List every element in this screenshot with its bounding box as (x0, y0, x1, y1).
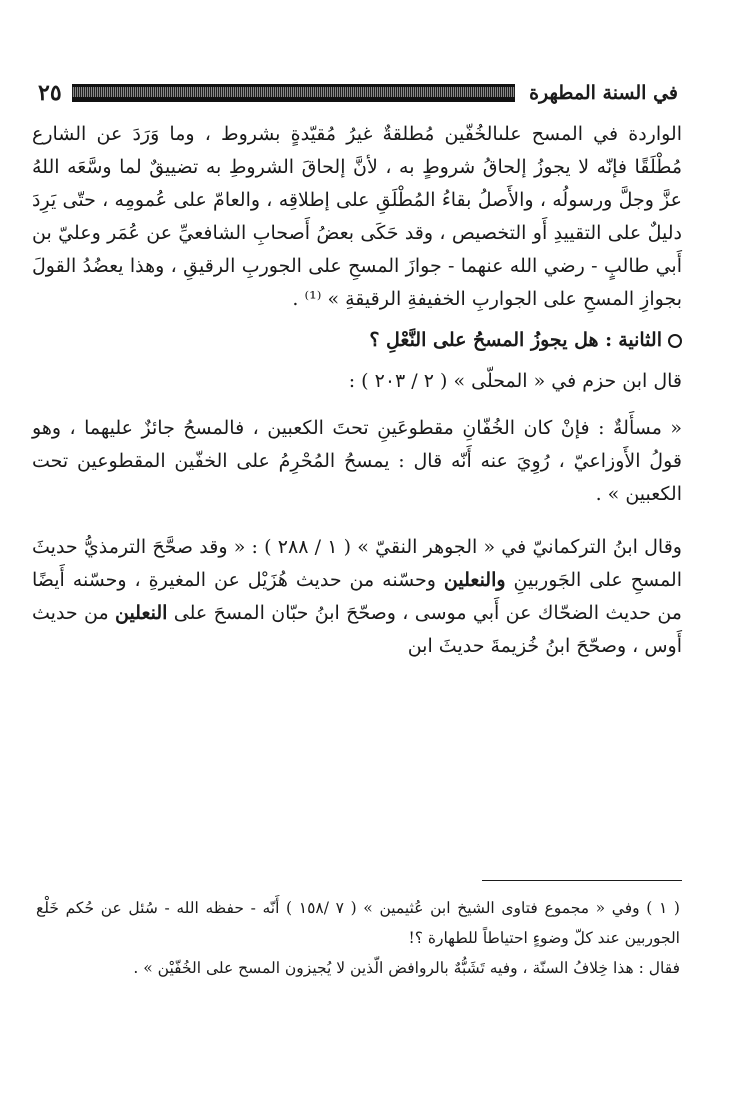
header-rule (72, 84, 515, 102)
emphasis-word: النعلين (114, 602, 168, 624)
footnote-separator (482, 880, 682, 881)
running-title: في السنة المطهرة (529, 82, 678, 104)
page-number: ٢٥ (38, 80, 62, 106)
footnote-1-continued: فقال : هذا خِلافُ السنّة ، وفيه تَشَبُّهٌ بالروافض الّذين لا يُجيزون المسح على الخُفّيْن » . (133, 959, 680, 977)
quote-paragraph: « مسأَلةٌ : فإنْ كان الخُفّانِ مقطوعَينِ تحتَ الكعبين ، فالمسحُ جائزٌ عليهما ، وهو قولُ الأَوزاعيّ ، رُوِيَ عنه أَنّه قال : يمسحُ المُحْرِمُ على الخفّين المقطوعين تحت الكعبين » . (32, 417, 682, 505)
emphasis-word: والنعلين (443, 569, 506, 591)
paragraph-continuation: الواردة في المسح علىالخُفّين مُطلقةٌ غيرُ مُقيّدةٍ بشروط ، وما وَرَدَ عن الشارع مُطْلَقًا فإنّه لا يجوزُ إلحاقُ شروطٍ به ، لأنَّ إلحاقَ الشروطِ به تضييقٌ لما وسَّعَه اللهُ عزَّ وجلَّ ورسولُه ، والأَصلُ بقاءُ المُطْلَقِ على إطلاقِه ، والعامّ على عُمومِه ، حتّى يَرِدَ دليلٌ على التقييدِ أَو التخصيص ، وقد حَكَى بعضُ أَصحابِ الشافعيِّ عن عُمَر وعليّ بن أَبي طالبٍ - رضي الله عنهما - جوازَ المسحِ على الجوربِ الرقيقِ ، وهذا يعضُدُ القولَ بجوازِ المسحِ على الجواربِ الخفيفةِ الرقيقةِ » ⁽¹⁾ . (32, 123, 682, 310)
paragraph-turkmani (32, 531, 682, 663)
heading-question: : هل يجوزُ المسحُ على النَّعْلِ ؟ (369, 329, 613, 351)
footnotes (36, 893, 680, 983)
heading-label: الثانية (618, 329, 662, 351)
body-text (32, 118, 682, 663)
page-header (38, 76, 678, 110)
text-run: وحسّنه من حديث هُزَيْل عن المغيرةِ ، وحسّنه أَيضًا من حديث الضحّاك عن أَبي موسى ، وصحّحَ ابنُ حبّان المسحَ على (32, 569, 682, 624)
section-heading (32, 324, 682, 357)
footnote-1: ( ١ ) وفي « مجموع فتاوى الشيخ ابن عُثيمين » ( ٧ /١٥٨ ) أَنّه - حفظه الله - سُئل عن حُكم خَلْع الجوربين عند كلّ وضوءٍ احتياطاً للطهارة ؟! (36, 899, 680, 947)
text-run: وقال ابنُ التركمانيّ في « الجوهر النقيّ » ( ١ / ٢٨٨ ) : « وقد صحَّحَ الترمذيُّ حديثَ المسحِ على الجَوربينِ (32, 536, 682, 591)
circle-bullet-icon (668, 334, 682, 348)
text-run: من حديث أَوس ، وصحّحَ ابنُ خُزيمةَ حديثَ ابن (32, 602, 682, 657)
quote-intro: قال ابن حزم في « المحلّى » ( ٢ / ٢٠٣ ) : (348, 370, 682, 392)
